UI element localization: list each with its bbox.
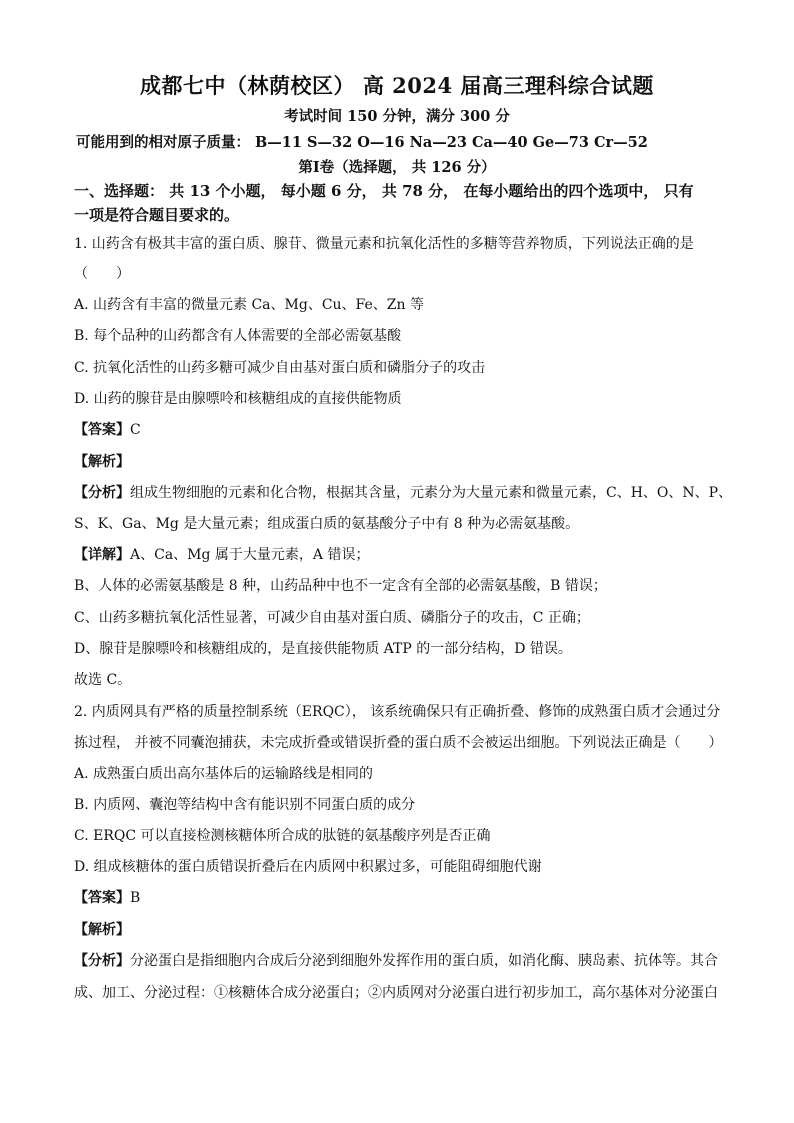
q2-analysis-line1 [74, 951, 724, 971]
detail-text: A、Ca、Mg 属于大量元素，A 错误； [130, 547, 370, 563]
q1-detail-line1 [74, 545, 724, 565]
q1-option-a: A. 山药含有丰富的微量元素 Ca、Mg、Cu、Fe、Zn 等 [74, 297, 424, 313]
q1-detail-line3: C、山药多糖抗氧化活性显著，可减少自由基对蛋白质、磷脂分子的攻击，C 正确； [74, 610, 590, 626]
atomic-masses: 可能用到的相对原子质量： B—11 S—32 O—16 Na—23 Ca—40 Ge—73 Cr—52 [76, 134, 648, 151]
q2-option-d: D. 组成核糖体的蛋白质错误折叠后在内质网中积累过多，可能阻碍细胞代谢 [74, 859, 542, 875]
q1-option-b: B. 每个品种的山药都含有人体需要的全部必需氨基酸 [74, 328, 402, 344]
q2-option-b: B. 内质网、囊泡等结构中含有能识别不同蛋白质的成分 [74, 797, 416, 813]
q2-option-a: A. 成熟蛋白质出高尔基体后的运输路线是相同的 [74, 766, 374, 782]
q2-option-c: C. ERQC 可以直接检测核糖体所合成的肽链的氨基酸序列是否正确 [74, 828, 491, 844]
analysis-text: 组成生物细胞的元素和化合物，根据其含量，元素分为大量元素和微量元素，C、H、O、N、P、 [130, 485, 733, 501]
q1-detail-line4: D、腺苷是腺嘌呤和核糖组成的，是直接供能物质 ATP 的一部分结构，D 错误。 [74, 641, 572, 657]
q1-jiexi [74, 452, 724, 472]
section-heading-line1: 一、选择题： 共 13 个小题， 每小题 6 分， 共 78 分， 在每小题给出的四个选项中， 只有 [74, 182, 694, 200]
q1-option-c: C. 抗氧化活性的山药多糖可减少自由基对蛋白质和磷脂分子的攻击 [74, 360, 486, 376]
jiexi-tag: 【解析】 [74, 454, 130, 470]
answer-tag: 【答案】 [74, 890, 130, 906]
q2-jiexi [74, 920, 724, 940]
q1-analysis-line1 [74, 483, 733, 503]
q1-answer [74, 420, 724, 440]
q1-stem-line2: （ ） [74, 266, 130, 282]
section-heading-line2: 一项是符合题目要求的。 [74, 206, 240, 224]
q2-answer [74, 888, 724, 908]
analysis-tag: 【分析】 [74, 485, 130, 501]
detail-tag: 【详解】 [74, 547, 130, 563]
answer-tag: 【答案】 [74, 422, 130, 438]
jiexi-tag: 【解析】 [74, 922, 130, 938]
q1-stem-line1: 1. 山药含有极其丰富的蛋白质、腺苷、微量元素和抗氧化活性的多糖等营养物质，下列说法正确的是 [74, 236, 694, 252]
q2-analysis-line2: 成、加工、分泌过程：①核糖体合成分泌蛋白；②内质网对分泌蛋白进行初步加工，高尔基体对分泌蛋白 [74, 985, 718, 1001]
q1-analysis-line2: S、K、Ga、Mg 是大量元素；组成蛋白质的氨基酸分子中有 8 种为必需氨基酸。 [74, 516, 580, 532]
q1-option-d: D. 山药的腺苷是由腺嘌呤和核糖组成的直接供能物质 [74, 391, 402, 407]
exam-title: 成都七中（林荫校区） 高 2024 届高三理科综合试题 [140, 73, 654, 98]
exam-info: 考试时间 150 分钟，满分 300 分 [284, 108, 510, 125]
q1-conclusion: 故选 C。 [74, 672, 132, 688]
analysis-tag: 【分析】 [74, 953, 130, 969]
q2-stem-line1: 2. 内质网具有严格的质量控制系统（ERQC）， 该系统确保只有正确折叠、修饰的成熟蛋白质才会通过分 [74, 704, 721, 720]
q1-detail-line2: B、人体的必需氨基酸是 8 种，山药品种中也不一定含有全部的必需氨基酸，B 错误； [74, 578, 607, 594]
q2-stem-line2: 拣过程， 并被不同囊泡捕获，未完成折叠或错误折叠的蛋白质不会被运出细胞。下列说法正确是（ ） [74, 735, 723, 751]
volume-heading: 第Ⅰ卷（选择题， 共 126 分） [298, 159, 496, 176]
answer-value: C [130, 422, 141, 438]
answer-value: B [130, 890, 141, 906]
analysis-text: 分泌蛋白是指细胞内合成后分泌到细胞外发挥作用的蛋白质，如消化酶、胰岛素、抗体等。其合 [130, 953, 718, 969]
